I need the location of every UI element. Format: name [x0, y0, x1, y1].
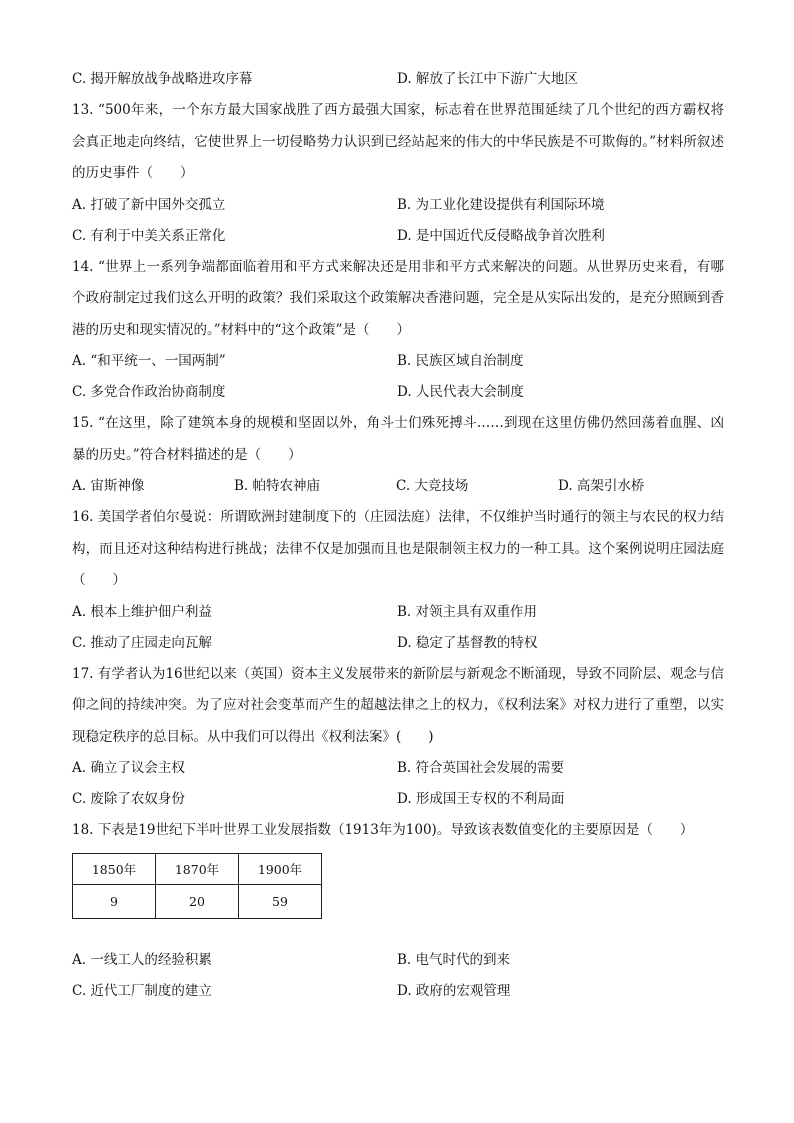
q17-stem: 17. 有学者认为16世纪以来（英国）资本主义发展带来的新阶层与新观念不断涌现，导致不同阶层、观念与信仰之间的持续冲突。为了应对社会变革而产生的超越法律之上的权力，《权利法案》对权力进行了重塑，以实现稳定秩序的总目标。从中我们可以得出《权利法案》( ) — [72, 665, 724, 745]
q12-options — [72, 64, 724, 95]
q18-option-a: A. 一线工人的经验积累 — [72, 951, 212, 968]
table-header-cell: 1870年 — [156, 853, 239, 884]
q17-option-a: A. 确立了议会主权 — [72, 760, 185, 776]
q18-stem: 18. 下表是19世纪下半叶世界工业发展指数（1913年为100)。导致该表数值变化的主要原因是（ ） — [72, 822, 694, 838]
q16-option-d: D. 稳定了基督教的特权 — [397, 634, 538, 651]
q16-option-a: A. 根本上维护佃户利益 — [72, 603, 212, 620]
q18-options — [72, 945, 724, 1007]
exam-page — [72, 64, 724, 1007]
q18-option-c: C. 近代工厂制度的建立 — [72, 982, 212, 999]
table-cell: 59 — [239, 884, 322, 918]
q16-options — [72, 597, 724, 659]
table-cell: 20 — [156, 884, 239, 918]
table-row — [73, 884, 322, 918]
q15-options — [72, 471, 724, 502]
q14-option-d: D. 人民代表大会制度 — [397, 384, 524, 400]
q12-option-c: C. 揭开解放战争战略进攻序幕 — [72, 71, 253, 87]
table-header-row — [73, 853, 322, 884]
q14-option-c: C. 多党合作政治协商制度 — [72, 384, 226, 400]
q18-option-d: D. 政府的宏观管理 — [397, 982, 511, 999]
q14-options — [72, 346, 724, 408]
q12-option-d: D. 解放了长江中下游广大地区 — [397, 71, 578, 87]
q13-stem: 13. “500年来，一个东方最大国家战胜了西方最强大国家，标志着在世界范围延续了几个世纪的西方霸权将会真正地走向终结，它使世界上一切侵略势力认识到已经站起来的伟大的中华民族是不可欺侮的。”材料所叙述的历史事件（ ） — [72, 102, 724, 181]
q17-options — [72, 753, 724, 815]
q14-option-b: B. 民族区域自治制度 — [397, 353, 524, 369]
q13-options — [72, 190, 724, 252]
q14-option-a: A. “和平统一、一国两制” — [72, 353, 226, 369]
q18-option-b: B. 电气时代的到来 — [397, 951, 511, 968]
q15-option-c: C. 大竞技场 — [396, 478, 469, 494]
q15-option-a: A. 宙斯神像 — [72, 478, 145, 494]
table-cell: 9 — [73, 884, 156, 918]
q16-option-c: C. 推动了庄园走向瓦解 — [72, 634, 212, 651]
q17-option-c: C. 废除了农奴身份 — [72, 791, 185, 807]
q13-option-a: A. 打破了新中国外交孤立 — [72, 196, 226, 213]
q17-option-b: B. 符合英国社会发展的需要 — [397, 760, 565, 776]
q17-option-d: D. 形成国王专权的不利局面 — [397, 791, 565, 807]
q15-option-d: D. 高架引水桥 — [558, 478, 645, 494]
industry-index-table — [72, 853, 322, 919]
q13-option-b: B. 为工业化建设提供有利国际环境 — [397, 196, 605, 213]
table-header-cell: 1850年 — [73, 853, 156, 884]
q16-stem: 16. 美国学者伯尔曼说：所谓欧洲封建制度下的（庄园法庭）法律，不仅维护当时通行的领主与农民的权力结构，而且还对这种结构进行挑战；法律不仅是加强而且也是限制领主权力的一种工具。这个案例说明庄园法庭（ ） — [72, 509, 724, 588]
q13-option-d: D. 是中国近代反侵略战争首次胜利 — [397, 227, 605, 244]
q14-stem: 14. “世界上一系列争端都面临着用和平方式来解决还是用非和平方式来解决的问题。从世界历史来看，有哪个政府制定过我们这么开明的政策？我们采取这个政策解决香港问题，完全是从实际出发的，是充分照顾到香港的历史和现实情况的。”材料中的“这个政策”是（ ） — [72, 258, 724, 338]
q13-option-c: C. 有利于中美关系正常化 — [72, 227, 226, 244]
q15-option-b: B. 帕特农神庙 — [234, 478, 321, 494]
q16-option-b: B. 对领主具有双重作用 — [397, 603, 538, 620]
q15-stem: 15. “在这里，除了建筑本身的规模和坚固以外，角斗士们殊死搏斗……到现在这里仿佛仍然回荡着血腥、凶暴的历史。”符合材料描述的是（ ） — [72, 415, 724, 463]
table-header-cell: 1900年 — [239, 853, 322, 884]
